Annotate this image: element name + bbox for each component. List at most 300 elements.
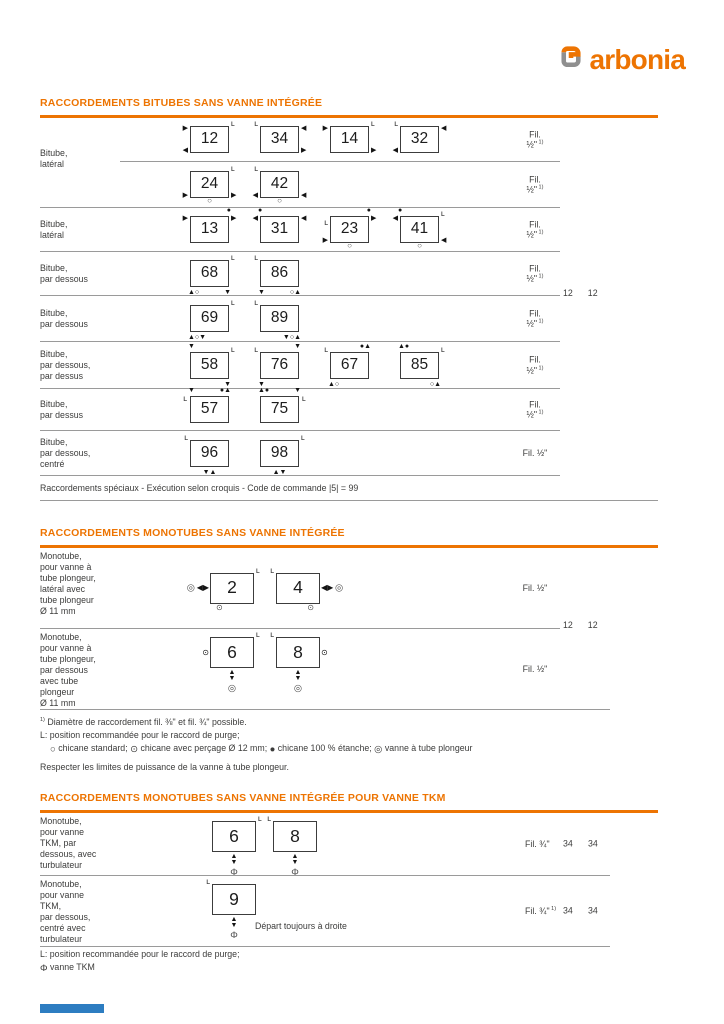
diagram-unit — [182, 167, 237, 205]
flow-arrow-chicane-icon: ▲● — [398, 342, 410, 350]
thread-spec-line: Fil. — [529, 308, 541, 318]
row-label — [40, 308, 148, 330]
purge-position-mark: L — [270, 633, 274, 639]
row-divider — [40, 709, 610, 710]
plunge-tube-valve-icon: ◎ — [374, 744, 383, 755]
pierced-chicane-icon: ⊙ — [307, 602, 314, 612]
diagram-unit — [398, 342, 445, 388]
footnote-text: L: position recommandée pour le raccord de purge; — [40, 730, 240, 740]
thread-spec-line: Fil. — [529, 263, 541, 273]
radiator-box-8: 8 — [276, 637, 320, 668]
section-end-rule — [40, 500, 658, 501]
flow-arrow-icon: ▶ — [182, 192, 188, 199]
flow-arrow-icon: ▼ — [258, 380, 265, 388]
connection-row — [40, 876, 658, 946]
radiator-box-69: 69 — [190, 305, 229, 332]
footnote-text: Diamètre de raccordement fil. ⅜" et fil. ¾" possible. — [44, 717, 247, 727]
flow-arrow-icon: ◀ — [301, 192, 307, 199]
page-content — [40, 97, 658, 974]
row-label-line: pour vanne — [40, 827, 85, 837]
purge-position-mark: L — [231, 167, 235, 173]
footnote — [40, 730, 658, 741]
purge-position-mark: L — [184, 435, 188, 442]
section-mono — [40, 527, 658, 773]
radiator-box-86: 86 — [260, 260, 299, 287]
row-label-line: turbulateur — [40, 860, 83, 870]
purge-position-mark: L — [301, 435, 305, 442]
purge-position-mark: L — [206, 880, 210, 886]
radiator-box-23: 23 — [330, 216, 369, 243]
connection-row — [40, 296, 658, 341]
row-label-line: latéral avec — [40, 584, 85, 594]
diagram-unit — [186, 568, 260, 612]
flow-arrow-icon: ▼ — [188, 342, 195, 350]
row-label-line: Bitube, — [40, 398, 68, 409]
thread-spec-line: Fil. — [529, 174, 541, 184]
row-label-line: centré — [40, 458, 65, 469]
row-label-line: par dessus — [40, 409, 84, 420]
radiator-box-6: 6 — [210, 637, 254, 668]
footnote-text: vanne à tube plongeur — [382, 743, 473, 753]
flow-arrow-chicane-icon: ▼○▲ — [282, 334, 301, 341]
row-label-line: pour vanne à — [40, 643, 92, 653]
brand-mark-icon — [557, 44, 584, 76]
connection-row — [40, 208, 658, 251]
flow-arrow-chicane-icon: ▲○ — [328, 380, 340, 388]
thread-spec — [487, 839, 637, 850]
diagram-unit — [188, 342, 235, 388]
diagram-unit — [206, 880, 256, 941]
purge-position-mark: L — [270, 568, 274, 575]
flow-arrow-icon: ▼ — [188, 387, 195, 394]
purge-position-mark: L — [231, 256, 235, 262]
diagram-unit — [212, 817, 262, 878]
footnote — [40, 743, 658, 755]
radiator-box-75: 75 — [260, 396, 299, 423]
thread-spec — [487, 219, 583, 240]
footnote — [40, 762, 658, 773]
footnote — [40, 949, 658, 960]
flow-arrow-icon: ▶ — [231, 192, 237, 199]
standard-chicane-icon: ○ — [347, 241, 352, 250]
flow-arrow-icon: ▶ — [371, 147, 377, 154]
flow-arrow-icon: ◀ — [182, 147, 188, 154]
radiator-box-76: 76 — [260, 352, 299, 379]
brand-wordmark: arbonia — [589, 44, 685, 75]
radiator-box-4: 4 — [276, 573, 320, 604]
row-label-line: latéral — [40, 158, 64, 169]
thread-spec — [487, 308, 583, 329]
flow-arrow-chicane-icon: ●▲ — [219, 387, 231, 394]
purge-position-mark: L — [256, 568, 260, 575]
row-label — [40, 879, 148, 945]
row-label-line: par dessous, — [40, 359, 91, 370]
flow-arrow-icon: ▶ — [231, 215, 237, 222]
purge-position-mark: L — [254, 256, 258, 262]
connection-row — [40, 118, 658, 169]
flow-arrow-icon: ◀ — [301, 215, 307, 222]
row-label — [40, 816, 148, 871]
thread-spec — [487, 355, 583, 376]
diagram-unit — [188, 256, 235, 296]
radiator-box-12: 12 — [190, 126, 229, 153]
diagram-unit — [258, 387, 306, 423]
flow-arrow-chicane-icon: ▲● — [258, 387, 270, 394]
flow-arrow-icon: ▶ — [301, 147, 307, 154]
row-label-line: Bitube, — [40, 218, 68, 229]
radiator-box-41: 41 — [400, 216, 439, 243]
sealed-chicane-icon: ● — [258, 207, 263, 214]
flow-arrow-icon: ◀ — [441, 237, 447, 244]
diagram-note: Départ toujours à droite — [255, 921, 347, 931]
standard-chicane-icon: ○ — [50, 744, 56, 755]
purge-position-mark: L — [324, 347, 328, 354]
row-label-line: Bitube, — [40, 348, 68, 359]
radiator-box-32: 32 — [400, 126, 439, 153]
row-label — [40, 632, 148, 709]
diagram-unit — [254, 256, 301, 296]
footnote-text: Raccordements spéciaux - Exécution selon croquis - Code de commande |5| = 99 — [40, 483, 359, 493]
thread-spec-line: Fil. ½" — [522, 447, 548, 458]
diagram-unit — [392, 207, 447, 250]
thread-spec-line: ½" $^{1)}$ — [526, 184, 544, 195]
thread-spec — [487, 583, 583, 594]
row-label-line: pour vanne à — [40, 562, 92, 572]
thread-spec-line: Fil. — [529, 219, 541, 229]
purge-position-mark: L — [394, 122, 398, 128]
diagram-area — [148, 342, 445, 388]
row-label-line: Bitube, — [40, 307, 68, 318]
section-title: RACCORDEMENTS MONOTUBES SANS VANNE INTÉGRÉE — [40, 527, 345, 539]
page-ref: 12 — [563, 620, 573, 630]
connection-row — [40, 162, 658, 207]
footnote — [40, 962, 658, 974]
flow-arrow-icon: ◀ — [392, 215, 398, 222]
radiator-box-31: 31 — [260, 216, 299, 243]
standard-chicane-icon: ○ — [277, 196, 282, 205]
flow-arrow-icon: ▼ — [258, 289, 265, 296]
radiator-box-24: 24 — [190, 171, 229, 198]
row-label-line: Bitube, — [40, 436, 68, 447]
flow-arrow-chicane-icon: ▲○▼ — [188, 334, 207, 341]
flow-arrow-icon: ▼ — [294, 387, 301, 394]
diagram-unit — [252, 167, 307, 205]
row-label-line: Monotube, — [40, 551, 82, 561]
diagram-unit — [183, 387, 231, 423]
flow-arrow-icon: ◀ — [301, 125, 307, 132]
footnote-text: vanne TKM — [47, 962, 95, 972]
radiator-box-57: 57 — [190, 396, 229, 423]
row-label-line: tube plongeur, — [40, 654, 96, 664]
flow-arrow-icon: ▼ — [224, 289, 231, 296]
row-label-line: tube plongeur — [40, 595, 94, 605]
diagram-area — [148, 817, 317, 878]
flow-arrow-icon: ◀ — [252, 192, 258, 199]
pierced-chicane-icon: ⊙ — [130, 744, 139, 755]
purge-position-mark: L — [231, 122, 235, 128]
diagram-unit — [188, 301, 235, 341]
thread-spec — [487, 399, 583, 420]
diagram-unit — [392, 122, 447, 154]
purge-position-mark: L — [256, 633, 260, 639]
brand-logo — [557, 44, 685, 76]
row-label-line: Bitube, — [40, 147, 68, 158]
row-label-line: Monotube, — [40, 879, 82, 889]
ref-value: 34 — [588, 838, 598, 849]
connection-row — [40, 431, 658, 475]
diagram-unit — [322, 122, 377, 154]
purge-position-mark: L — [254, 122, 258, 128]
row-label — [40, 437, 148, 470]
section-title: RACCORDEMENTS MONOTUBES SANS VANNE INTÉGRÉE POUR VANNE TKM — [40, 792, 446, 804]
flow-arrow-chicane-icon: ○▲ — [429, 380, 441, 388]
flow-arrow-icon: ◀ — [441, 125, 447, 132]
plunge-tube-valve-icon: ◎ — [227, 683, 237, 694]
flow-arrow-icon: ▶ — [322, 237, 328, 244]
radiator-box-14: 14 — [330, 126, 369, 153]
footnote-text: chicane avec perçage Ø 12 mm; — [138, 743, 270, 753]
thread-spec-line: ½" $^{1)}$ — [526, 273, 544, 284]
flow-arrow-icon: ▲ ▼ — [291, 853, 299, 866]
diagram-unit — [182, 122, 235, 154]
thread-spec — [487, 906, 637, 917]
flow-arrow-icon: ▶ — [182, 215, 188, 222]
pierced-chicane-icon: ⊙ — [202, 647, 209, 657]
purge-position-mark: L — [254, 347, 258, 354]
sealed-chicane-icon: ● — [226, 207, 231, 214]
connection-row — [40, 389, 658, 430]
diagram-area — [148, 122, 447, 154]
diagram-unit — [252, 207, 307, 243]
connection-row — [40, 342, 658, 388]
flow-arrow-icon: ▲ ▼ — [294, 669, 302, 682]
row-label-line: pour vanne — [40, 890, 85, 900]
thread-spec-line: Fil. ½" — [522, 663, 548, 674]
purge-position-mark: L — [371, 122, 375, 128]
radiator-box-34: 34 — [260, 126, 299, 153]
row-label-line: Monotube, — [40, 816, 82, 826]
flow-arrow-icon: ▲ ▼ — [228, 669, 236, 682]
page-ref-margin-2 — [563, 620, 598, 630]
thread-spec — [487, 174, 583, 195]
thread-spec-line: ½" $^{1)}$ — [526, 318, 544, 329]
plunge-tube-valve-icon: ◎ — [186, 582, 195, 594]
diagram-unit — [270, 633, 328, 694]
row-label-line: Monotube, — [40, 632, 82, 642]
row-label-line: turbulateur — [40, 934, 83, 944]
row-label — [40, 349, 148, 382]
diagram-area — [148, 568, 344, 612]
radiator-box-68: 68 — [190, 260, 229, 287]
thread-spec-line: Fil. ½" — [522, 582, 548, 593]
radiator-box-42: 42 — [260, 171, 299, 198]
sealed-chicane-icon: ● — [269, 744, 276, 755]
thread-spec-line: ½" $^{1)}$ — [526, 139, 544, 150]
diagram-unit — [254, 122, 307, 154]
flow-arrow-icon: ▼▲ — [202, 468, 217, 476]
thread-spec-line: Fil. — [529, 399, 541, 409]
diagram-area — [148, 633, 328, 694]
sealed-chicane-icon: ● — [398, 207, 403, 214]
row-label-line: dessous, avec — [40, 849, 97, 859]
diagram-area — [148, 301, 301, 341]
radiator-box-96: 96 — [190, 440, 229, 467]
row-label-line: Ø 11 mm — [40, 698, 76, 708]
thread-spec — [487, 448, 583, 459]
section-tkm — [40, 792, 658, 974]
thread-spec-line: Fil. ¾" $^{1)}$ — [525, 905, 557, 916]
flow-arrow-icon: ◀ — [392, 147, 398, 154]
page-ref: 12 — [587, 288, 598, 298]
row-label-line: par dessous — [40, 273, 88, 284]
radiator-box-6: 6 — [212, 821, 256, 852]
thread-spec-line: Fil. ¾" — [525, 838, 550, 849]
footnote-text: Respecter les limites de puissance de la vanne à tube plongeur. — [40, 762, 289, 772]
section-title: RACCORDEMENTS BITUBES SANS VANNE INTÉGRÉE — [40, 97, 323, 109]
flow-arrow-icon: ▶ — [182, 125, 188, 132]
purge-position-mark: L — [254, 301, 258, 307]
radiator-box-13: 13 — [190, 216, 229, 243]
sealed-chicane-icon: ● — [366, 207, 371, 214]
footnote: $^{1)}$ Diamètre de raccordement fil. ⅜" et fil. ¾" possible. — [40, 717, 247, 727]
thread-spec-line: ½" $^{1)}$ — [526, 409, 544, 420]
row-divider — [40, 946, 610, 947]
standard-chicane-icon: ○ — [417, 241, 422, 250]
plunge-tube-valve-icon: ◎ — [293, 683, 303, 694]
row-label-line: plongeur — [40, 687, 75, 697]
tkm-valve-icon: Φ — [230, 867, 238, 878]
row-label — [40, 263, 148, 285]
diagram-area — [148, 167, 307, 205]
diagram-unit — [254, 301, 301, 341]
connection-row — [40, 629, 658, 709]
diagram-unit — [202, 633, 260, 694]
thread-spec-line: ½" $^{1)}$ — [526, 229, 544, 240]
purge-position-mark: L — [183, 397, 187, 403]
purge-position-mark: L — [441, 212, 445, 218]
thread-spec-line: ½" $^{1)}$ — [526, 365, 544, 375]
diagram-unit — [260, 435, 305, 476]
purge-position-mark: L — [231, 347, 235, 354]
purge-position-mark: L — [441, 347, 445, 354]
footnote-text: chicane standard; — [55, 743, 131, 753]
footnote-text: L: position recommandée pour le raccord de purge; — [40, 949, 240, 959]
diagram-unit — [184, 435, 229, 476]
footnote — [40, 476, 658, 500]
radiator-box-85: 85 — [400, 352, 439, 379]
radiator-box-58: 58 — [190, 352, 229, 379]
radiator-box-2: 2 — [210, 573, 254, 604]
radiator-box-9: 9 — [212, 884, 256, 915]
row-label-line: latéral — [40, 229, 64, 240]
row-label-line: par dessous — [40, 318, 88, 329]
purge-position-mark: L — [254, 167, 258, 173]
row-label-line: par dessous — [40, 665, 88, 675]
diagram-unit — [270, 568, 344, 612]
radiator-box-98: 98 — [260, 440, 299, 467]
row-label-line: par dessus — [40, 370, 84, 381]
ref-value: 34 — [563, 838, 573, 849]
footer-accent-bar — [40, 1004, 104, 1013]
diagram-unit — [322, 207, 377, 250]
row-label-line: TKM, par — [40, 838, 77, 848]
diagram-unit — [182, 207, 237, 243]
row-label-line: Ø 11 mm — [40, 606, 76, 616]
thread-spec-line: Fil. — [529, 129, 541, 139]
row-label — [40, 399, 148, 421]
flow-arrow-icon: ▶ — [371, 215, 377, 222]
pierced-chicane-icon: ⊙ — [216, 602, 223, 612]
diagram-area — [148, 880, 256, 941]
flow-arrow-icon: ▲ ▼ — [230, 853, 238, 866]
connection-row — [40, 813, 658, 878]
purge-position-mark: L — [267, 817, 271, 823]
radiator-box-89: 89 — [260, 305, 299, 332]
flow-arrow-icon: ▼ — [294, 342, 301, 350]
flow-arrow-icon: ▲ ▼ — [230, 916, 238, 929]
flow-arrow-icon: ▲▼ — [272, 468, 287, 476]
purge-position-mark: L — [258, 817, 262, 823]
row-label-line: tube plongeur, — [40, 573, 96, 583]
thread-spec — [487, 664, 583, 675]
flow-arrow-icon: ◀▶ — [321, 583, 334, 592]
diagram-unit — [324, 342, 371, 388]
radiator-box-8: 8 — [273, 821, 317, 852]
purge-position-mark: L — [231, 301, 235, 307]
flow-arrow-icon: ▶ — [322, 125, 328, 132]
thread-spec-line: Fil. — [529, 354, 541, 365]
flow-arrow-chicane-icon: ○▲ — [289, 289, 301, 296]
thread-spec — [487, 129, 583, 150]
thread-spec — [487, 263, 583, 284]
row-label — [40, 551, 148, 617]
page-ref: 12 — [587, 620, 598, 630]
section-bitubes — [40, 97, 658, 501]
diagram-area — [148, 387, 306, 423]
plunge-tube-valve-icon: ◎ — [335, 582, 344, 594]
row-label-line: par dessous, — [40, 447, 91, 458]
standard-chicane-icon: ○ — [207, 196, 212, 205]
flow-arrow-chicane-icon: ▲○ — [188, 289, 200, 296]
ref-value: 34 — [563, 905, 573, 916]
diagram-area — [148, 256, 301, 296]
pierced-chicane-icon: ⊙ — [321, 647, 328, 657]
diagram-unit — [267, 817, 317, 878]
connection-row — [40, 548, 658, 628]
footnote-text: chicane 100 % étanche; — [275, 743, 375, 753]
row-label-line: centré avec — [40, 923, 86, 933]
row-label-line: TKM, — [40, 901, 62, 911]
ref-value: 34 — [588, 905, 598, 916]
flow-arrow-chicane-icon: ●▲ — [359, 342, 371, 350]
purge-position-mark: L — [324, 221, 328, 227]
flow-arrow-icon: ◀▶ — [196, 583, 209, 592]
flow-arrow-icon: ▼ — [224, 380, 231, 388]
row-label — [40, 219, 148, 241]
row-label-line: avec tube — [40, 676, 79, 686]
diagram-unit — [254, 342, 301, 388]
diagram-area — [148, 435, 305, 476]
row-label-line: par dessous, — [40, 912, 91, 922]
purge-position-mark: L — [302, 397, 306, 403]
row-label-line: Bitube, — [40, 262, 68, 273]
tkm-valve-icon: Φ — [230, 930, 238, 941]
tkm-valve-icon: Φ — [291, 867, 299, 878]
diagram-area — [148, 207, 447, 250]
flow-arrow-icon: ◀ — [252, 215, 258, 222]
tkm-valve-icon: Φ — [40, 963, 48, 974]
page-ref: 12 — [563, 288, 573, 298]
